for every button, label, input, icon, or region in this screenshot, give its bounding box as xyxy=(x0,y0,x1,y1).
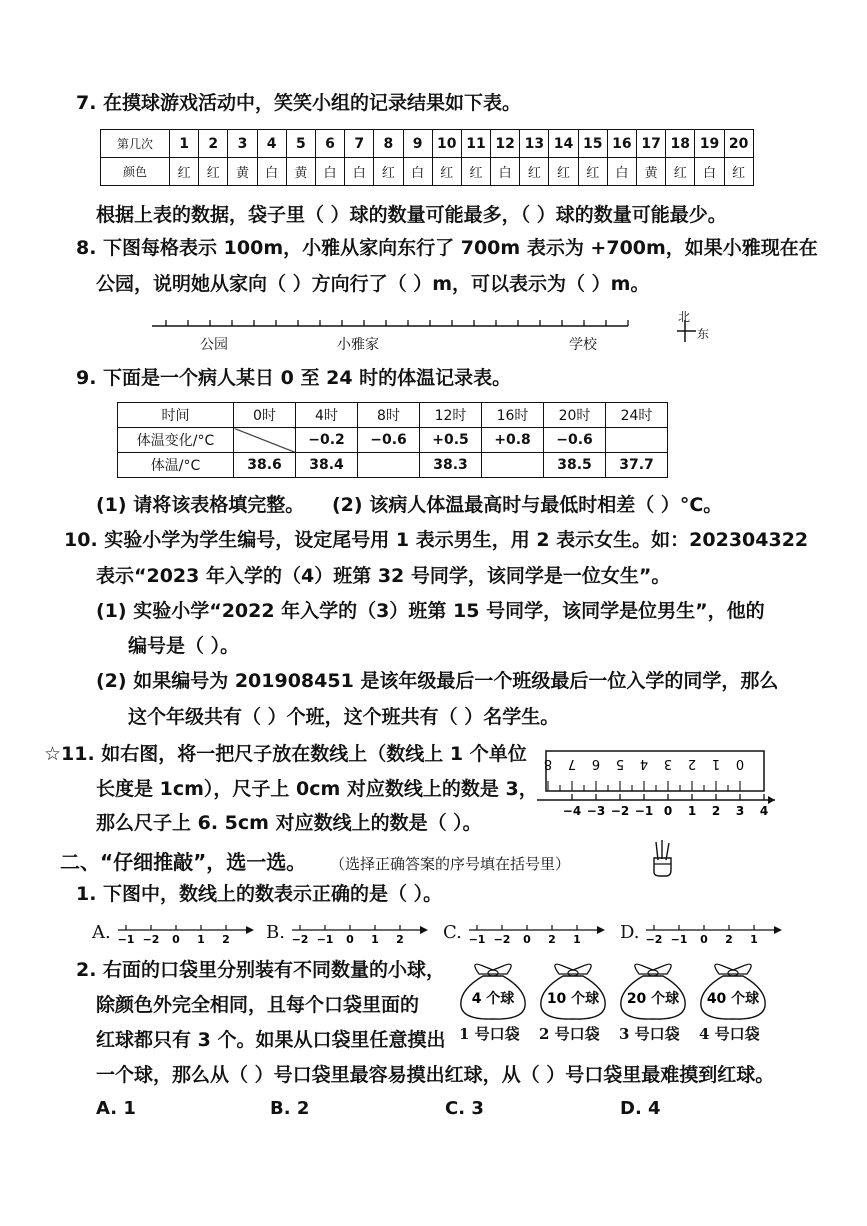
tick-label: 2 xyxy=(725,933,733,944)
tick-label: −1 xyxy=(670,933,688,944)
tick-label: 2 xyxy=(548,933,556,944)
table-cell xyxy=(606,428,668,453)
table-cell: 38.3 xyxy=(420,453,482,478)
tick-label: −1 xyxy=(117,933,135,944)
arrow-icon xyxy=(768,796,775,804)
table-cell: 9 xyxy=(403,130,432,158)
table-cell: 白 xyxy=(345,158,374,186)
table-cell: 13 xyxy=(520,130,549,158)
tick-label: 1 xyxy=(750,933,758,944)
tick-label: 1 xyxy=(197,933,205,944)
q9-text: 9. 下面是一个病人某日 0 至 24 时的体温记录表。 xyxy=(76,367,512,389)
table-cell: 红 xyxy=(461,158,490,186)
q8-line1: 8. 下图每格表示 100m，小雅从家向东行了 700m 表示为 +700m，如果小雅现在在 xyxy=(76,237,818,259)
number-line-label: −4 xyxy=(562,804,582,818)
table-cell: 2 xyxy=(199,130,228,158)
number-line-label: −3 xyxy=(586,804,606,818)
tick-label: −2 xyxy=(142,933,160,944)
bag-icon xyxy=(455,956,531,1022)
tick-label: −2 xyxy=(645,933,663,944)
compass-east: 东 xyxy=(697,327,710,341)
table-cell: 38.6 xyxy=(234,453,296,478)
table-cell: 4时 xyxy=(296,403,358,428)
q8-line2: 公园，说明她从家向（ ）方向行了（ ）m，可以表示为（ ）m。 xyxy=(96,273,650,295)
option-c: C. xyxy=(443,922,462,943)
option-number-line xyxy=(467,918,607,944)
table-cell xyxy=(358,453,420,478)
table-cell: 红 xyxy=(170,158,199,186)
q8-label-school: 学校 xyxy=(569,337,597,353)
bag-label: 2 号口袋 xyxy=(539,1025,600,1043)
table-cell: 8时 xyxy=(358,403,420,428)
section2-note: （选择正确答案的序号填在括号里） xyxy=(330,855,571,873)
q10-sub1-line1: (1) 实验小学“2022 年入学的（3）班第 15 号同学，该同学是位男生”，他的 xyxy=(96,600,765,622)
compass-north: 北 xyxy=(678,310,691,324)
tick-label: −1 xyxy=(316,933,334,944)
table-cell: 红 xyxy=(520,158,549,186)
q11-ruler-figure xyxy=(535,748,780,820)
table-cell: 4 xyxy=(257,130,286,158)
option-number-line xyxy=(116,918,256,944)
table-row xyxy=(118,428,668,453)
table-header: 体温/°C xyxy=(118,453,234,478)
choice-c: C. 3 xyxy=(445,1098,484,1119)
table-cell: 16时 xyxy=(482,403,544,428)
bag-content: 10 个球 xyxy=(546,991,600,1007)
table-header: 第几次 xyxy=(101,130,170,158)
table-cell: 红 xyxy=(374,158,403,186)
arrow-icon xyxy=(774,926,782,934)
option-number-line xyxy=(644,918,784,944)
table-cell: 黄 xyxy=(286,158,315,186)
table-cell: 14 xyxy=(549,130,578,158)
q7-question: 根据上表的数据，袋子里（ ）球的数量可能最多，（ ）球的数量可能最少。 xyxy=(96,204,727,226)
table-cell: 红 xyxy=(432,158,461,186)
choice-a: A. 1 xyxy=(96,1098,136,1119)
bag-icon xyxy=(615,956,691,1022)
table-cell: 24时 xyxy=(606,403,668,428)
tick-label: 0 xyxy=(346,933,354,944)
q10-sub2-line1: (2) 如果编号为 201908451 是该年级最后一个班级最后一位入学的同学，那么 xyxy=(96,670,779,692)
tick-label: 1 xyxy=(573,933,581,944)
table-cell: 20时 xyxy=(544,403,606,428)
option-a: A. xyxy=(92,922,111,943)
table-cell: 8 xyxy=(374,130,403,158)
q10-line2: 表示“2023 年入学的（4）班第 32 号同学，该同学是一位女生”。 xyxy=(96,565,671,587)
ruler-number: 3 xyxy=(663,756,673,771)
q11-line2: 长度是 1cm），尺子上 0cm 对应数线上的数是 3， xyxy=(96,778,538,800)
table-cell: 37.7 xyxy=(606,453,668,478)
table-cell: 17 xyxy=(637,130,666,158)
s2q1-text: 1. 下图中，数线上的数表示正确的是（ ）。 xyxy=(76,883,443,905)
bag-icon xyxy=(535,956,611,1022)
table-cell: −0.6 xyxy=(544,428,606,453)
q10-sub2-line2: 这个年级共有（ ）个班，这个班共有（ ）名学生。 xyxy=(128,706,560,728)
q10-line1: 10. 实验小学为学生编号，设定尾号用 1 表示男生，用 2 表示女生。如：202304322 xyxy=(64,529,809,551)
tick-label: −2 xyxy=(291,933,309,944)
table-cell: +0.5 xyxy=(420,428,482,453)
number-line-label: −1 xyxy=(634,804,654,818)
q7-table xyxy=(100,129,754,186)
bag-content: 40 个球 xyxy=(706,991,760,1007)
q11-line3: 那么尺子上 6. 5cm 对应数线上的数是（ ）。 xyxy=(96,812,482,834)
tick-label: 0 xyxy=(523,933,531,944)
s2q2-line3: 红球都只有 3 个。如果从口袋里任意摸出 xyxy=(96,1029,446,1051)
number-line-label: −2 xyxy=(610,804,630,818)
table-cell: 白 xyxy=(695,158,724,186)
ruler-number: 0 xyxy=(735,756,745,771)
table-cell: 白 xyxy=(403,158,432,186)
tick-label: 2 xyxy=(396,933,404,944)
bag-content: 4 个球 xyxy=(471,991,515,1007)
s2q2-line4: 一个球，那么从（ ）号口袋里最容易摸出红球，从（ ）号口袋里最难摸到红球。 xyxy=(96,1064,775,1086)
ruler-number: 1 xyxy=(711,756,721,771)
choice-d: D. 4 xyxy=(620,1098,661,1119)
q8-label-home: 小雅家 xyxy=(337,337,379,353)
q9-sub1: (1) 请将该表格填完整。 xyxy=(96,494,305,516)
q9-table xyxy=(117,402,668,478)
option-d: D. xyxy=(620,922,640,943)
table-row xyxy=(118,453,668,478)
table-cell: 16 xyxy=(607,130,636,158)
table-cell: 1 xyxy=(170,130,199,158)
option-number-line xyxy=(290,918,430,944)
table-cell: 20 xyxy=(724,130,753,158)
bag-content: 20 个球 xyxy=(626,991,680,1007)
number-line-label: 3 xyxy=(735,804,745,818)
bag-icon xyxy=(695,956,771,1022)
q10-sub1-line2: 编号是（ ）。 xyxy=(128,635,240,657)
number-line-label: 1 xyxy=(687,804,697,818)
bag-label: 3 号口袋 xyxy=(619,1025,680,1043)
q8-label-park: 公园 xyxy=(200,337,228,353)
table-cell: 6 xyxy=(315,130,344,158)
s2q2-line2: 除颜色外完全相同，且每个口袋里面的 xyxy=(96,994,420,1016)
hand-pencil-icon xyxy=(648,838,676,878)
table-cell: 12 xyxy=(491,130,520,158)
table-header: 体温变化/°C xyxy=(118,428,234,453)
table-cell: 15 xyxy=(578,130,607,158)
table-cell: 红 xyxy=(724,158,753,186)
table-row xyxy=(118,403,668,428)
table-cell: 红 xyxy=(549,158,578,186)
section2-title: 二、“仔细推敲”，选一选。 xyxy=(60,850,307,874)
q7-text: 7. 在摸球游戏活动中，笑笑小组的记录结果如下表。 xyxy=(76,92,522,114)
table-cell: 白 xyxy=(315,158,344,186)
ruler-number: 7 xyxy=(567,756,577,771)
table-cell: 黄 xyxy=(637,158,666,186)
table-cell: 红 xyxy=(666,158,695,186)
table-header: 时间 xyxy=(118,403,234,428)
arrow-icon xyxy=(420,926,428,934)
arrow-icon xyxy=(597,926,605,934)
table-cell: 红 xyxy=(199,158,228,186)
ruler-number: 8 xyxy=(543,756,553,771)
q9-sub2: (2) 该病人体温最高时与最低时相差（ ）°C。 xyxy=(332,494,723,516)
table-cell: +0.8 xyxy=(482,428,544,453)
s2q2-line1: 2. 右面的口袋里分别装有不同数量的小球， xyxy=(76,959,446,981)
q11-line1: ☆11. 如右图，将一把尺子放在数线上（数线上 1 个单位 xyxy=(44,743,527,765)
table-cell: 白 xyxy=(257,158,286,186)
tick-label: 2 xyxy=(222,933,230,944)
tick-label: 1 xyxy=(371,933,379,944)
tick-label: 0 xyxy=(700,933,708,944)
ruler xyxy=(543,751,764,791)
option-b: B. xyxy=(266,922,285,943)
table-cell xyxy=(234,428,296,453)
ruler-number: 2 xyxy=(687,756,697,771)
number-line-label: 4 xyxy=(759,804,769,818)
ruler-number: 4 xyxy=(639,756,649,771)
number-line-label: 0 xyxy=(663,804,673,818)
tick-label: 0 xyxy=(172,933,180,944)
table-cell: 11 xyxy=(461,130,490,158)
arrow-icon xyxy=(246,926,254,934)
table-cell: −0.2 xyxy=(296,428,358,453)
table-cell: 38.4 xyxy=(296,453,358,478)
table-cell: 19 xyxy=(695,130,724,158)
table-cell: 18 xyxy=(666,130,695,158)
table-cell xyxy=(482,453,544,478)
table-cell: 0时 xyxy=(234,403,296,428)
table-cell: −0.6 xyxy=(358,428,420,453)
bag-label: 4 号口袋 xyxy=(699,1025,760,1043)
table-cell: 12时 xyxy=(420,403,482,428)
table-cell: 10 xyxy=(432,130,461,158)
tick-label: −1 xyxy=(468,933,486,944)
table-row xyxy=(101,130,754,158)
table-row xyxy=(101,158,754,186)
bag-label: 1 号口袋 xyxy=(459,1025,520,1043)
table-cell: 白 xyxy=(491,158,520,186)
tick-label: −2 xyxy=(493,933,511,944)
ruler-number: 6 xyxy=(591,756,601,771)
choice-b: B. 2 xyxy=(270,1098,310,1119)
table-cell: 7 xyxy=(345,130,374,158)
table-cell: 38.5 xyxy=(544,453,606,478)
table-header: 颜色 xyxy=(101,158,170,186)
number-line-label: 2 xyxy=(711,804,721,818)
ruler-number: 5 xyxy=(615,756,625,771)
table-cell: 红 xyxy=(578,158,607,186)
table-cell: 白 xyxy=(607,158,636,186)
table-cell: 黄 xyxy=(228,158,257,186)
table-cell: 5 xyxy=(286,130,315,158)
table-cell: 3 xyxy=(228,130,257,158)
